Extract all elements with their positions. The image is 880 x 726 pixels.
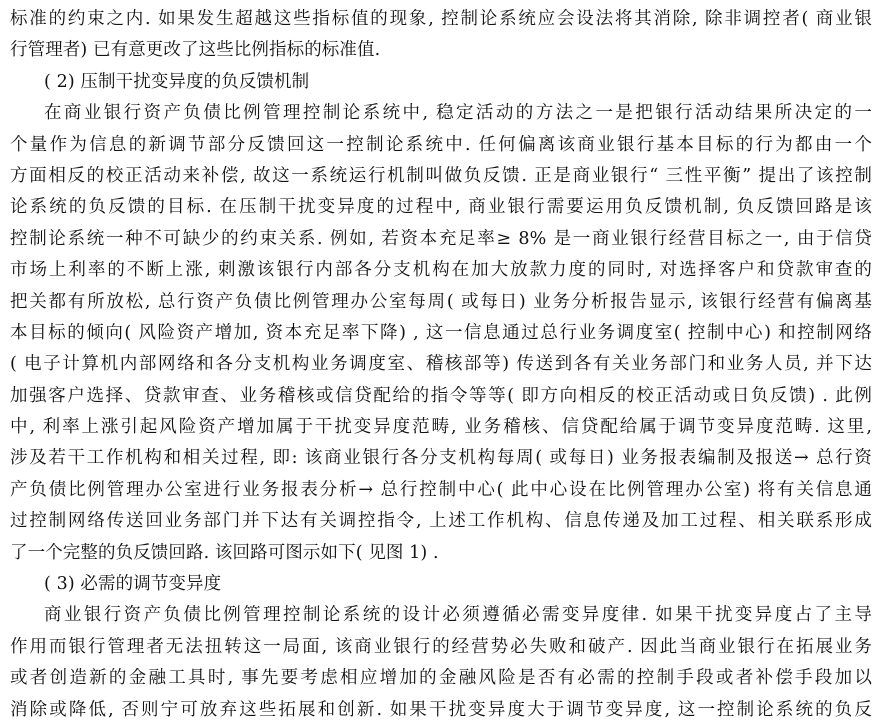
paragraph-line: 过控制网络传送回业务部门并下达有关调控指令, 上述工作机构、信息传递及加工过程、相关联系形成 bbox=[10, 511, 872, 532]
paragraph-line: 标准的约束之内. 如果发生超越这些指标值的现象, 控制论系统应会设法将其消除, 除非调控者( 商业银 bbox=[10, 9, 872, 29]
paragraph-line: 把关都有所放松, 总行资产负债比例管理办公室每周( 或每日) 业务分析报告显示, 该银行经营有偏离基 bbox=[10, 291, 872, 312]
paragraph-line: 论系统的负反馈的目标. 在压制干扰变异度的过程中, 商业银行需要运用负反馈机制, 负反馈回路是该 bbox=[10, 197, 872, 218]
paragraph-line: 行管理者) 已有意更改了这些比例指标的标准值. bbox=[10, 40, 381, 61]
paragraph-line: 个量作为信息的新调节部分反馈回这一控制论系统中. 任何偏离该商业银行基本目标的行为都由一个 bbox=[10, 134, 872, 155]
paragraph-line: 商业银行资产负债比例管理控制论系统的设计必须遵循必需变异度律. 如果干扰变异度占了主导 bbox=[44, 605, 872, 626]
paragraph-line: 市场上利率的不断上涨, 刺激该银行内部各分支机构在加大放款力度的同时, 对选择客户和贷款审查的 bbox=[10, 260, 872, 281]
paragraph-line: 了一个完整的负反馈回路. 该回路可图示如下( 见图 1) . bbox=[10, 542, 439, 563]
paragraph-line: 在商业银行资产负债比例管理控制论系统中, 稳定活动的方法之一是把银行活动结果所决定的一 bbox=[44, 103, 872, 124]
paragraph-line: 本目标的倾向( 风险资产增加, 资本充足率下降) , 这一信息通过总行业务调度室( 控制中心) 和控制网络 bbox=[10, 322, 872, 343]
paragraph-line: 产负债比例管理办公室进行业务报表分析→ 总行控制中心( 此中心设在比例管理办公室) 将有关信息通 bbox=[10, 479, 872, 500]
paragraph-line: 涉及若干工作机构和相关过程, 即: 该商业银行各分支机构每周( 或每日) 业务报表编制及报送→ 总行资 bbox=[10, 448, 872, 469]
paragraph-line: 作用而银行管理者无法扭转这一局面, 该商业银行的经营势必失败和破产. 因此当商业银行在拓展业务 bbox=[10, 636, 872, 657]
paragraph-line: 加强客户选择、贷款审查、业务稽核或信贷配给的指令等等( 即方向相反的校正活动或日负反馈) . 此例 bbox=[10, 385, 872, 406]
paragraph-line: 消除或降低, 否则宁可放弃这些拓展和创新. 如果干扰变异度大于调节变异度, 这一控制论系统的负反 bbox=[10, 699, 872, 720]
paragraph-line: 方面相反的校正活动来补偿, 故这一系统运行机制叫做负反馈. 正是商业银行“ 三性平衡” 提出了该控制 bbox=[10, 165, 872, 186]
paragraph-line: ( 电子计算机内部网络和各分支机构业务调度室、稽核部等) 传送到各有关业务部门和业务人员, 并下达 bbox=[10, 354, 872, 375]
paragraph-line: 控制论系统一种不可缺少的约束关系. 例如, 若资本充足率≥ 8% 是一商业银行经营目标之一, 由于信贷 bbox=[10, 228, 872, 249]
paragraph-line: 或者创造新的金融工具时, 事先要考虑相应增加的金融风险是否有必需的控制手段或者补偿手段加以 bbox=[10, 668, 872, 689]
section-heading: ( 3) 必需的调节变异度 bbox=[44, 574, 222, 595]
section-heading: ( 2) 压制干扰变异度的负反馈机制 bbox=[44, 71, 310, 92]
paragraph-line: 中, 利率上涨引起风险资产增加属于干扰变异度范畴, 业务稽核、信贷配给属于调节变异度范畴. 这里, bbox=[10, 417, 872, 438]
